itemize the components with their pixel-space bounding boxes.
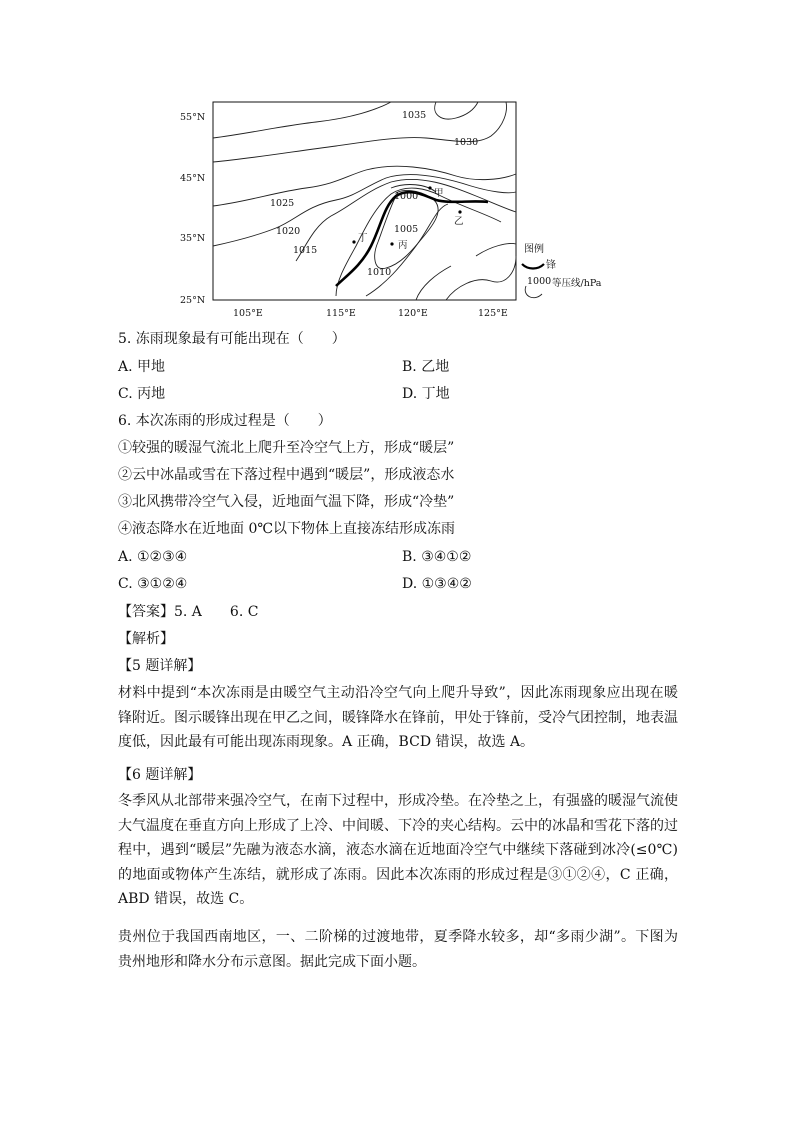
isobar-label-1010: 1010	[367, 267, 392, 278]
place-yi: 乙	[454, 216, 464, 227]
q6-statement-1: ①较强的暖湿气流北上爬升至冷空气上方，形成“暖层”	[118, 440, 455, 456]
isobar-1035	[213, 102, 391, 138]
lat-label-45: 45°N	[180, 173, 206, 184]
q5-explanation-title: 【5 题详解】	[118, 658, 202, 674]
q6-option-c: C. ③①②④	[118, 576, 188, 592]
legend-front-icon	[522, 264, 544, 269]
q5-option-a: A. 甲地	[118, 359, 166, 375]
isobar-label-1025: 1025	[270, 198, 295, 209]
lat-label-35: 35°N	[180, 233, 206, 244]
place-jia-dot	[428, 186, 431, 189]
isobar-1035b	[435, 102, 478, 119]
lon-label-125: 125°E	[478, 308, 508, 319]
place-bing-dot	[390, 242, 393, 245]
q5-option-d: D. 丁地	[402, 386, 450, 402]
legend-isobar-value: 1000	[527, 276, 552, 287]
q6-statement-4: ④液态降水在近地面 0℃以下物体上直接冻结形成冻雨	[118, 521, 456, 537]
q6-option-a: A. ①②③④	[118, 549, 188, 565]
legend-isobar-text: 等压线/hPa	[552, 278, 602, 289]
q5-explanation: 材料中提到“本次冻雨是由暖空气主动沿冷空气向上爬升导致”，因此冻雨现象应出现在暖锋附近。图示暖锋出现在甲乙之间，暖锋降水在锋前，甲处于锋前，受冷气团控制，地表温度低，因此最有可能出现冻雨现象。A 正确，BCD 错误，故选 A。	[118, 685, 678, 750]
lon-label-120: 120°E	[398, 308, 428, 319]
place-ding-dot	[352, 240, 355, 243]
next-intro: 贵州位于我国西南地区，一、二阶梯的过渡地带，夏季降水较多，却“多雨少湖”。下图为贵州地形和降水分布示意图。据此完成下面小题。	[118, 929, 678, 970]
answer: 【答案】5. A 6. C	[118, 604, 259, 620]
isobar-label-1030: 1030	[454, 137, 479, 148]
isobar-label-1015: 1015	[293, 245, 318, 256]
q6-statement-2: ②云中冰晶或雪在下落过程中遇到“暖层”，形成液态水	[118, 467, 455, 483]
lat-label-25: 25°N	[180, 295, 206, 306]
place-bing: 丙	[398, 240, 408, 251]
lon-label-105: 105°E	[233, 308, 263, 319]
q6-option-d: D. ①③④②	[402, 576, 472, 592]
legend-title: 图例	[524, 244, 544, 255]
isobar-label-1020: 1020	[276, 226, 301, 237]
q6-stem: 6. 本次冻雨的形成过程是（ ）	[118, 413, 332, 429]
place-yi-dot	[458, 210, 461, 213]
place-ding: 丁	[358, 233, 368, 244]
lat-label-55: 55°N	[180, 112, 206, 123]
q5-option-b: B. 乙地	[402, 359, 450, 375]
isobar-east	[446, 256, 516, 300]
q6-explanation: 冬季风从北部带来强冷空气，在南下过程中，形成冷垫。在冷垫之上，有强盛的暖湿气流使大气温度在垂直方向上形成了上冷、中间暖、下冷的夹心结构。云中的冰晶和雪花下落的过程中，遇到“暖层”先融为液态水滴，液态水滴在近地面冷空气中继续下落碰到冰冷(≤0℃)的地面或物体产生冻结，就形成了冻雨。因此本次冻雨的形成过程是③①②④，C 正确，ABD 错误，故选 C。	[118, 793, 678, 907]
isobar-east2	[476, 244, 516, 257]
isobar-label-1035: 1035	[402, 110, 427, 121]
legend-front: 锋	[546, 260, 556, 271]
isobar-south	[416, 266, 451, 300]
q5-stem: 5. 冻雨现象最有可能出现在（ ）	[118, 331, 346, 347]
q6-option-b: B. ③④①②	[402, 549, 472, 565]
place-jia: 甲	[434, 188, 444, 199]
isobar-1030	[213, 102, 506, 162]
q5-option-c: C. 丙地	[118, 386, 166, 402]
q6-statement-3: ③北风携带冷空气入侵，近地面气温下降，形成“冷垫”	[118, 494, 455, 510]
isobar-map	[180, 96, 626, 326]
analysis-heading: 【解析】	[118, 631, 174, 647]
lon-label-115: 115°E	[326, 308, 356, 319]
isobar-label-1000: 1000	[394, 191, 419, 202]
legend-isobar-icon	[525, 286, 542, 298]
isobar-label-1005: 1005	[394, 224, 419, 235]
q6-explanation-title: 【6 题详解】	[118, 767, 202, 783]
